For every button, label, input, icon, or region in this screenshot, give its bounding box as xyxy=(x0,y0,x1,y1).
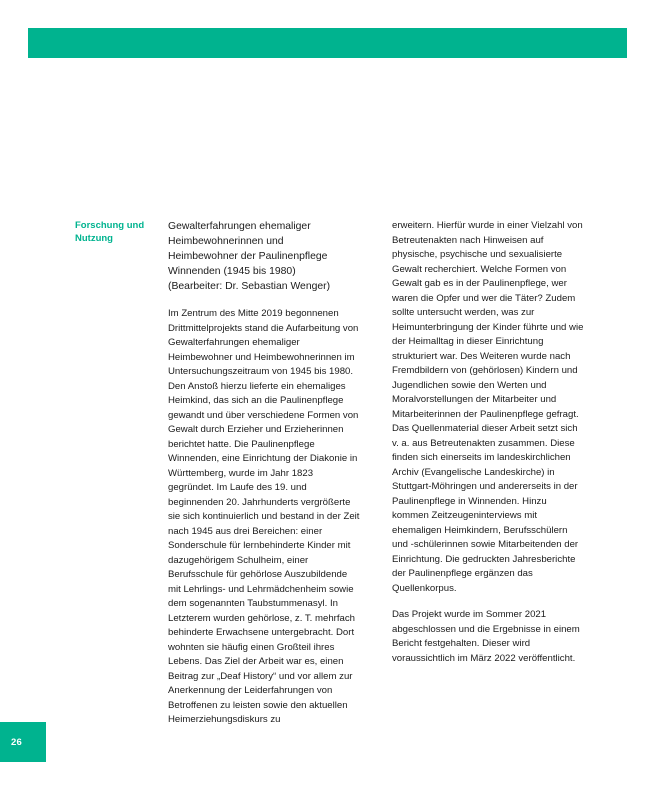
article-title-line-3: Heimbewohner der Paulinenpflege xyxy=(168,251,328,262)
section-label xyxy=(75,219,155,245)
page-number xyxy=(0,722,46,762)
article-title-line-1: Gewalterfahrungen ehemaliger xyxy=(168,221,311,232)
article-title-line-2: Heimbewohnerinnen und xyxy=(168,236,284,247)
section-label-line-2: Nutzung xyxy=(75,233,113,244)
page-number-value: 26 xyxy=(11,736,22,748)
article-title xyxy=(168,219,360,294)
article-title-line-5: (Bearbeiter: Dr. Sebastian Wenger) xyxy=(168,281,331,292)
article-title-line-4: Winnenden (1945 bis 1980) xyxy=(168,266,296,277)
header-accent-bar xyxy=(28,28,627,58)
body-paragraph: Im Zentrum des Mitte 2019 begonnenen Drittmittelprojekts stand die Aufarbeitung von Gewalterfahrungen ehemaliger Heimbewohner und Heimbewohnerinnen im Untersuchungszeitraum von 1945 bis 1980. Den Anstoß hierzu lieferte ein ehemaliges Heimkind, das sich an die Paulinenpflege gewandt und über verschiedene Formen von Gewalt durch Erzieher und Erzieherinnen berichtet hatte. Die Paulinenpflege Winnenden, eine Einrichtung der Diakonie in Württemberg, wurde im Jahr 1823 gegründet. Im Laufe des 19. und beginnenden 20. Jahrhunderts vergrößerte sie sich kontinuierlich und bestand in der Zeit nach 1945 aus drei Bereichen: einer Sonderschule für lernbehinderte Kinder mit dazugehörigem Schulheim, einer Berufsschule für gehörlose Auszubildende mit Lehrlings- und Lehrmädchenheim sowie dem sogenannten Taubstummenasyl. In Letzterem wurden gehörlose, z. T. mehrfach behinderte Erwachsene untergebracht. Dort wohnten sie häufig einen Großteil ihres Lebens. Das Ziel der Arbeit war es, einen Beitrag zur „Deaf History“ und vor allem zur Anerkennung der Leiderfahrungen von Betroffenen zu leisten sowie den aktuellen Heimerziehungsdiskurs zu xyxy=(168,308,360,725)
body-paragraph: erweitern. Hierfür wurde in einer Vielzahl von Betreutenakten nach Hinweisen auf physische, psychische und sexualisierte Gewalt recherchiert. Welche Formen von Gewalt gab es in der Paulinenpflege, wer waren die Opfer und wer die Täter? Zudem sollte untersucht werden, was zur Heimunterbringung der Kinder führte und wie der Heimalltag in dieser Einrichtung strukturiert war. Des Weiteren wurde nach Fremdbildern von (gehörlosen) Kindern und Jugendlichen sowie den Werten und Moralvorstellungen der Mitarbeiter und Mitarbeiterinnen der Paulinenpflege gefragt. Das Quellenmaterial dieser Arbeit setzt sich v. a. aus Betreutenakten zusammen. Diese finden sich einerseits im landeskirchlichen Archiv (Evangelische Landeskirche) in Stuttgart-Möhringen und andererseits in der Paulinenpflege in Winnenden. Hinzu kommen Zeitzeugeninterviews mit ehemaligen Heimkindern, Berufsschülern und -schülerinnen sowie Mitarbeitenden der Einrichtung. Die gedruckten Jahresberichte der Paulinenpflege ergänzen das Quellenkorpus. xyxy=(392,220,584,594)
section-label-line-1: Forschung und xyxy=(75,220,145,231)
text-column-right xyxy=(392,219,584,666)
text-column-left xyxy=(168,219,360,728)
body-paragraph: Das Projekt wurde im Sommer 2021 abgeschlossen und die Ergebnisse in einem Bericht festgehalten. Dieser wird voraussichtlich im März 2022 veröffentlicht. xyxy=(392,609,580,664)
